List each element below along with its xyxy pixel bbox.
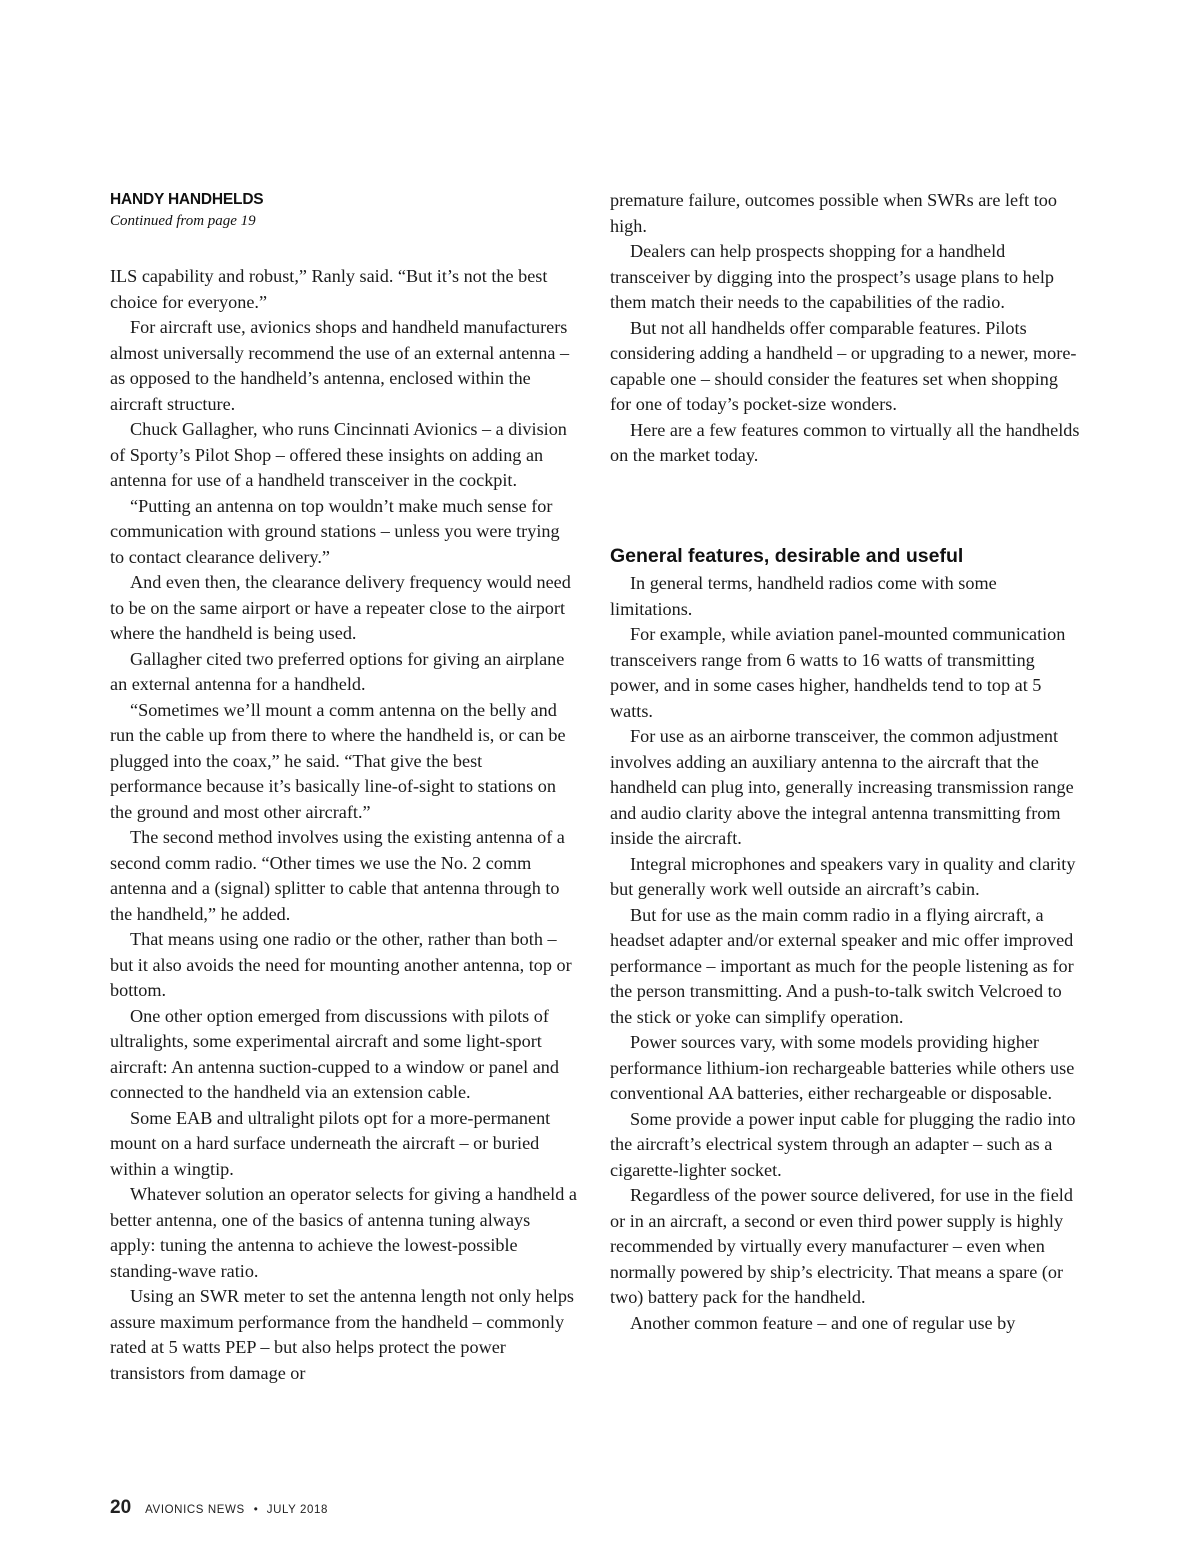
paragraph: Another common feature – and one of regular use by bbox=[630, 1312, 1016, 1333]
paragraph: But not all handhelds offer comparable features. Pilots considering adding a handheld – or upgrading to a newer, more-capable one – should consider the features set when shopping for one of today’s pocket-size wonders. bbox=[610, 317, 1077, 414]
paragraph: “Sometimes we’ll mount a comm antenna on the belly and run the cable up from there to where the handheld is, or can be plugged into the coax,” he said. “That give the best performance because it’s basically line-of-sight to stations on the ground and most other aircraft.” bbox=[110, 699, 566, 822]
section-subhead: General features, desirable and useful bbox=[610, 545, 964, 567]
paragraph: The second method involves using the existing antenna of a second comm radio. “Other times we use the No. 2 comm antenna and a (signal) splitter to cable that antenna through to the handheld,” he added. bbox=[110, 827, 565, 924]
paragraph: “Putting an antenna on top wouldn’t make much sense for communication with ground stations – unless you were trying to contact clearance delivery.” bbox=[110, 495, 560, 567]
left-column-body bbox=[110, 264, 578, 1386]
issue-date: JULY 2018 bbox=[266, 1504, 329, 1516]
section-kicker: HANDY HANDHELDS bbox=[110, 191, 264, 208]
paragraph: Whatever solution an operator selects for giving a handheld a better antenna, one of the basics of antenna tuning always apply: tuning the antenna to achieve the lowest-possible standing-wave ratio. bbox=[110, 1184, 577, 1281]
separator-bullet: • bbox=[253, 1504, 258, 1516]
paragraph: In general terms, handheld radios come with some limitations. bbox=[610, 573, 997, 619]
page-footer bbox=[110, 1497, 328, 1519]
paragraph: Using an SWR meter to set the antenna length not only helps assure maximum performance from the handheld – commonly rated at 5 watts PEP – but also helps protect the power transistors from damage or bbox=[110, 1286, 574, 1383]
paragraph: Some EAB and ultralight pilots opt for a more-permanent mount on a hard surface underneath the aircraft – or buried within a wingtip. bbox=[110, 1107, 551, 1179]
paragraph: ILS capability and robust,” Ranly said. “But it’s not the best choice for everyone.” bbox=[110, 266, 548, 312]
paragraph: For aircraft use, avionics shops and handheld manufacturers almost universally recommend the use of an external antenna – as opposed to the handheld’s antenna, enclosed within the aircraft structure. bbox=[110, 317, 570, 414]
paragraph: For use as an airborne transceiver, the common adjustment involves adding an auxiliary antenna to the aircraft that the handheld can plug into, generally increasing transmission range and audio clarity above the integral antenna transmitting from inside the aircraft. bbox=[610, 726, 1074, 848]
paragraph: That means using one radio or the other, rather than both – but it also avoids the need for mounting another antenna, top or bottom. bbox=[110, 929, 572, 1000]
paragraph: Integral microphones and speakers vary in quality and clarity but generally work well outside an aircraft’s cabin. bbox=[610, 853, 1076, 899]
paragraph: Dealers can help prospects shopping for a handheld transceiver by digging into the prospect’s usage plans to help them match their needs to the capabilities of the radio. bbox=[610, 241, 1054, 312]
paragraph: One other option emerged from discussions with pilots of ultralights, some experimental aircraft and some light-sport aircraft: An antenna suction-cupped to a window or panel and connected to the handheld via an extension cable. bbox=[110, 1005, 559, 1102]
paragraph: Here are a few features common to virtually all the handhelds on the market today. bbox=[610, 419, 1080, 465]
paragraph: premature failure, outcomes possible when SWRs are left too high. bbox=[610, 190, 1057, 236]
continued-from-note: Continued from page 19 bbox=[110, 213, 256, 229]
right-column-body-top bbox=[610, 188, 1080, 469]
paragraph: Chuck Gallagher, who runs Cincinnati Avionics – a division of Sporty’s Pilot Shop – offered these insights on adding an antenna for use of a handheld transceiver in the cockpit. bbox=[110, 419, 567, 490]
right-column-body-bottom bbox=[610, 571, 1080, 1336]
page-number: 20 bbox=[110, 1497, 132, 1518]
paragraph: But for use as the main comm radio in a flying aircraft, a headset adapter and/or external speaker and mic offer improved performance – important as much for the people listening as for the person transmitting. And a push-to-talk switch Velcroed to the stick or yoke can simplify operation. bbox=[610, 904, 1074, 1027]
paragraph: Gallagher cited two preferred options for giving an airplane an external antenna for a handheld. bbox=[110, 648, 565, 694]
paragraph: Regardless of the power source delivered, for use in the field or in an aircraft, a second or even third power supply is highly recommended by virtually every manufacturer – even when normally powered by ship’s electricity. That means a spare (or two) battery pack for the handheld. bbox=[610, 1185, 1073, 1307]
paragraph: Some provide a power input cable for plugging the radio into the aircraft’s electrical system through an adapter – such as a cigarette-lighter socket. bbox=[610, 1108, 1076, 1180]
paragraph: And even then, the clearance delivery frequency would need to be on the same airport or have a repeater close to the airport where the handheld is being used. bbox=[110, 572, 571, 643]
paragraph: Power sources vary, with some models providing higher performance lithium-ion rechargeable batteries while others use conventional AA batteries, either rechargeable or disposable. bbox=[610, 1032, 1075, 1103]
publication-name: AVIONICS NEWS bbox=[145, 1504, 245, 1516]
paragraph: For example, while aviation panel-mounted communication transceivers range from 6 watts to 16 watts of transmitting power, and in some cases higher, handhelds tend to top at 5 watts. bbox=[610, 624, 1066, 721]
